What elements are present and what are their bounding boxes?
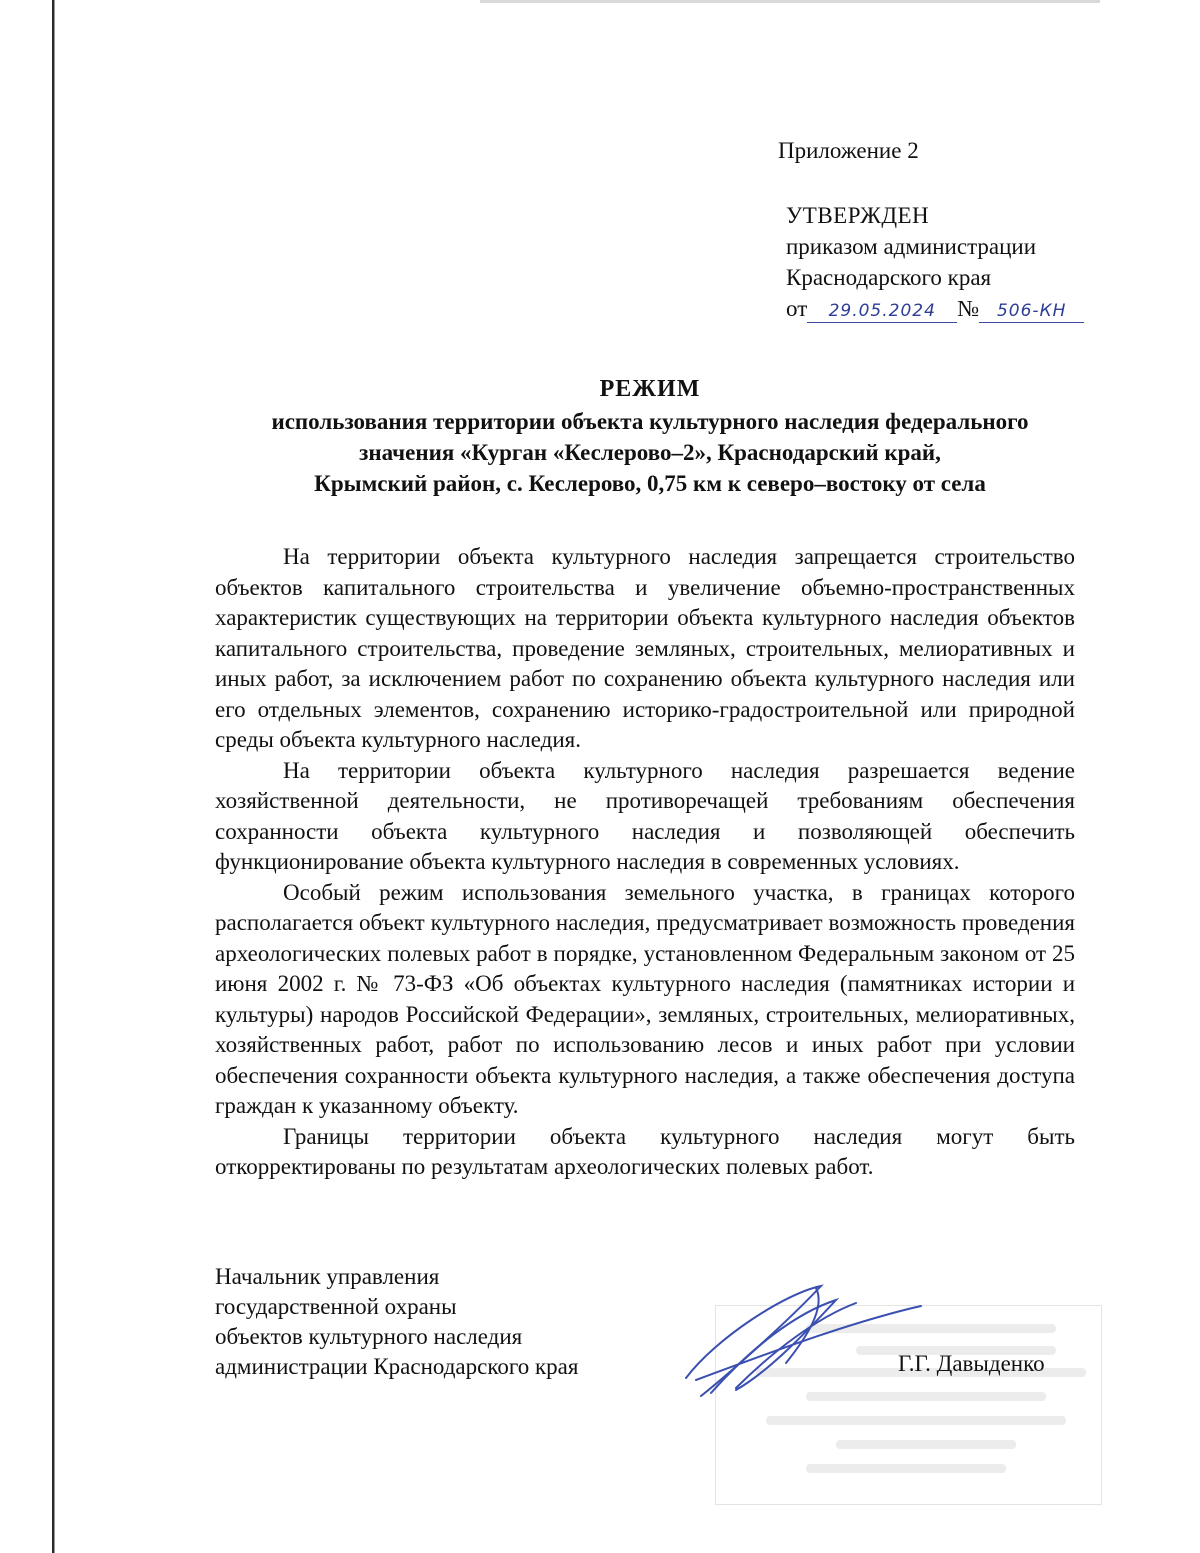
position-line4: администрации Краснодарского края (215, 1354, 579, 1379)
title-line2: значения «Курган «Кеслерово–2», Краснодарский край, (359, 440, 941, 465)
signature-icon (676, 1278, 936, 1408)
paragraph-boundaries: Границы территории объекта культурного наследия могут быть откорректированы по результатам археологических полевых работ. (215, 1123, 1075, 1179)
scan-top-artifact (480, 0, 1100, 3)
title-subtitle (150, 406, 1150, 499)
paragraph-prohibition: На территории объекта культурного наследия запрещается строительство объектов капитального строительства и увеличение объемно-пространственных характеристик существующих на территории объекта культурного наследия объектов капитального строительства, проведение земляных, строительных, мелиоративных и иных работ, за исключением работ по сохранению объекта культурного наследия или его отдельных элементов, сохранению историко-градостроительной или природной среды объекта культурного наследия. (215, 544, 1075, 752)
handwritten-date: 29.05.2024 (807, 300, 957, 323)
approved-by-line1: приказом администрации (786, 234, 1037, 259)
title-main: РЕЖИМ (599, 376, 701, 402)
date-prefix: от (786, 296, 808, 321)
position-line3: объектов культурного наследия (215, 1324, 523, 1349)
paragraph-special-regime: Особый режим использования земельного участка, в границах которого располагается объект культурного наследия, предусматривает возможность проведения археологических полевых работ в порядке, установленном Федеральным законом от 25 июня 2002 г. № 73-ФЗ «Об объектах культурного наследия (памятниках истории и культуры) народов Российской Федерации», земляных, строительных, мелиоративных, хозяйственных работ, работ по использованию лесов и иных работ при условии обеспечения сохранности объекта культурного наследия, а также обеспечения доступа граждан к указанному объекту. (215, 879, 1075, 1118)
position-line1: Начальник управления (215, 1264, 440, 1289)
order-date-number-line (786, 293, 1084, 324)
signatory-name: Г.Г. Давыденко (898, 1351, 1045, 1376)
handwritten-number: 506-КН (979, 300, 1084, 323)
approval-block (786, 200, 1084, 324)
document-title (150, 372, 1150, 499)
number-prefix: № (957, 296, 980, 321)
approved-label: УТВЕРЖДЕН (786, 203, 930, 228)
title-line3: Крымский район, с. Кеслерово, 0,75 км к северо–востоку от села (314, 471, 986, 496)
paragraph-permission: На территории объекта культурного наследия разрешается ведение хозяйственной деятельности, не противоречащей требованиям обеспечения сохранности объекта культурного наследия и позволяющей обеспечить функционирование объекта культурного наследия в современных условиях. (215, 757, 1075, 874)
position-line2: государственной охраны (215, 1294, 457, 1319)
handwritten-signature (676, 1278, 936, 1413)
approved-by-line2: Краснодарского края (786, 265, 992, 290)
appendix-label: Приложение 2 (778, 138, 919, 163)
signatory-position (215, 1262, 578, 1382)
scan-left-edge-shadow (54, 0, 55, 1553)
document-body (215, 542, 1075, 1183)
title-line1: использования территории объекта культурного наследия федерального (271, 409, 1029, 434)
